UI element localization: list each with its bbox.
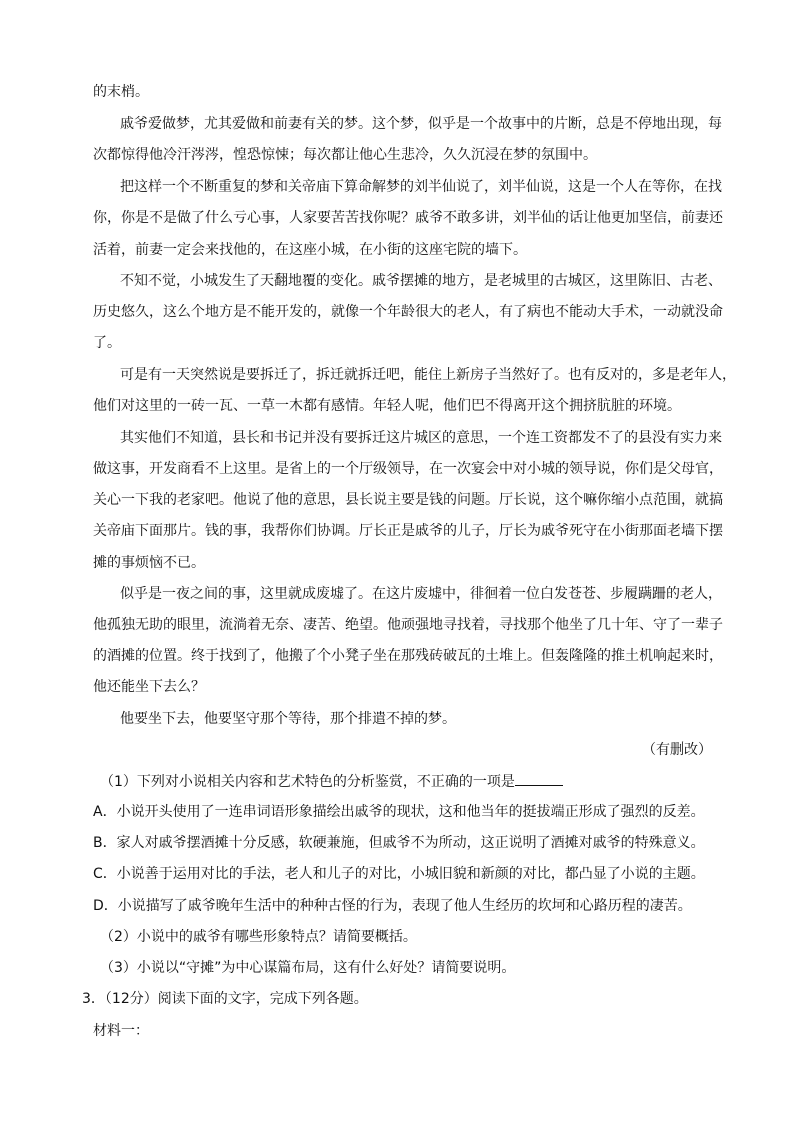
paragraph-line: 不知不觉，小城发生了天翻地覆的变化。戚爷摆摊的地方，是老城里的古城区，这里陈旧、古老、 <box>120 273 722 289</box>
option-d: D．小说描写了戚爷晚年生活中的种种古怪的行为，表现了他人生经历的坎坷和心路历程的凄苦。 <box>93 898 692 914</box>
paragraph-line: 戚爷爱做梦，尤其爱做和前妻有关的梦。这个梦，似乎是一个故事中的片断，总是不停地出现，每 <box>120 116 722 132</box>
paragraph-line: 关帝庙下面那片。钱的事，我帮你们协调。厅长正是戚爷的儿子，厅长为戚爷死守在小街那面老墙下摆 <box>93 523 723 539</box>
paragraph-line: 他还能坐下去么？ <box>93 679 205 695</box>
paragraph-line: 次都惊得他冷汗涔涔，惶恐惊悚；每次都让他心生悲冷，久久沉浸在梦的氛围中。 <box>93 147 597 163</box>
question-1 <box>100 771 563 791</box>
question-3: （3）小说以“守摊”为中心谋篇布局，这有什么好处？请简要说明。 <box>100 960 516 976</box>
option-c: C．小说善于运用对比的手法，老人和儿子的对比，小城旧貌和新颜的对比，都凸显了小说的主题。 <box>93 866 705 882</box>
paragraph-line: 摊的事烦恼不已。 <box>93 555 205 571</box>
paragraph-line: 了。 <box>93 335 121 351</box>
section-3-heading: 3．（12分）阅读下面的文字，完成下列各题。 <box>82 991 368 1007</box>
paragraph-line: 他孤独无助的眼里，流淌着无奈、凄苦、绝望。他顽强地寻找着，寻找那个他坐了几十年、守了一辈子 <box>93 617 723 633</box>
paragraph-line: 的酒摊的位置。终于找到了，他搬了个小凳子坐在那残砖破瓦的土堆上。但轰隆隆的推土机响起来时， <box>93 648 723 664</box>
paragraph-line: 活着，前妻一定会来找他的，在这座小城，在小街的这座宅院的墙下。 <box>93 242 527 258</box>
material-1-label: 材料一： <box>93 1023 149 1039</box>
paragraph-line: 似乎是一夜之间的事，这里就成废墟了。在这片废墟中，徘徊着一位白发苍苍、步履蹒跚的老人， <box>120 586 722 602</box>
paragraph-line: 把这样一个不断重复的梦和关帝庙下算命解梦的刘半仙说了，刘半仙说，这是一个人在等你，在找 <box>120 179 722 195</box>
option-b: B．家人对戚爷摆酒摊十分反感，软硬兼施，但戚爷不为所动，这正说明了酒摊对戚爷的特殊意义。 <box>93 835 705 851</box>
paragraph-line: 做这事，开发商看不上这里。是省上的一个厅级领导，在一次宴会中对小城的领导说，你们是父母官， <box>93 461 723 477</box>
paragraph-line: 你，你是不是做了什么亏心事，人家要苦苦找你呢？戚爷不敢多讲，刘半仙的话让他更加坚信，前妻还 <box>93 210 723 226</box>
source-note: （有删改） <box>642 742 712 758</box>
question-2: （2）小说中的戚爷有哪些形象特点？请简要概括。 <box>100 929 417 945</box>
paragraph-line: 其实他们不知道，县长和书记并没有要拆迁这片城区的意思，一个连工资都发不了的县没有实力来 <box>120 430 722 446</box>
answer-blank <box>515 771 563 786</box>
paragraph-line: 历史悠久，这么个地方是不能开发的，就像一个年龄很大的老人，有了病也不能动大手术，一动就没命 <box>93 304 723 320</box>
paragraph-line: 可是有一天突然说是要拆迁了，拆迁就拆迁吧，能住上新房子当然好了。也有反对的，多是老年人， <box>120 367 736 383</box>
paragraph-line: 关心一下我的老家吧。他说了他的意思，县长说主要是钱的问题。厅长说，这个嘛你缩小点范围，就搞 <box>93 492 723 508</box>
question-1-text: （1）下列对小说相关内容和艺术特色的分析鉴赏，不正确的一项是 <box>100 774 515 790</box>
option-a: A．小说开头使用了一连串词语形象描绘出戚爷的现状，这和他当年的挺拔端正形成了强烈的反差。 <box>93 804 705 820</box>
paragraph-line: 他们对这里的一砖一瓦、一草一木都有感情。年轻人呢，他们巴不得离开这个拥挤肮脏的环境。 <box>93 398 681 414</box>
paragraph-line: 的末梢。 <box>93 84 149 100</box>
paragraph-line: 他要坐下去，他要坚守那个等待，那个排遣不掉的梦。 <box>120 711 456 727</box>
